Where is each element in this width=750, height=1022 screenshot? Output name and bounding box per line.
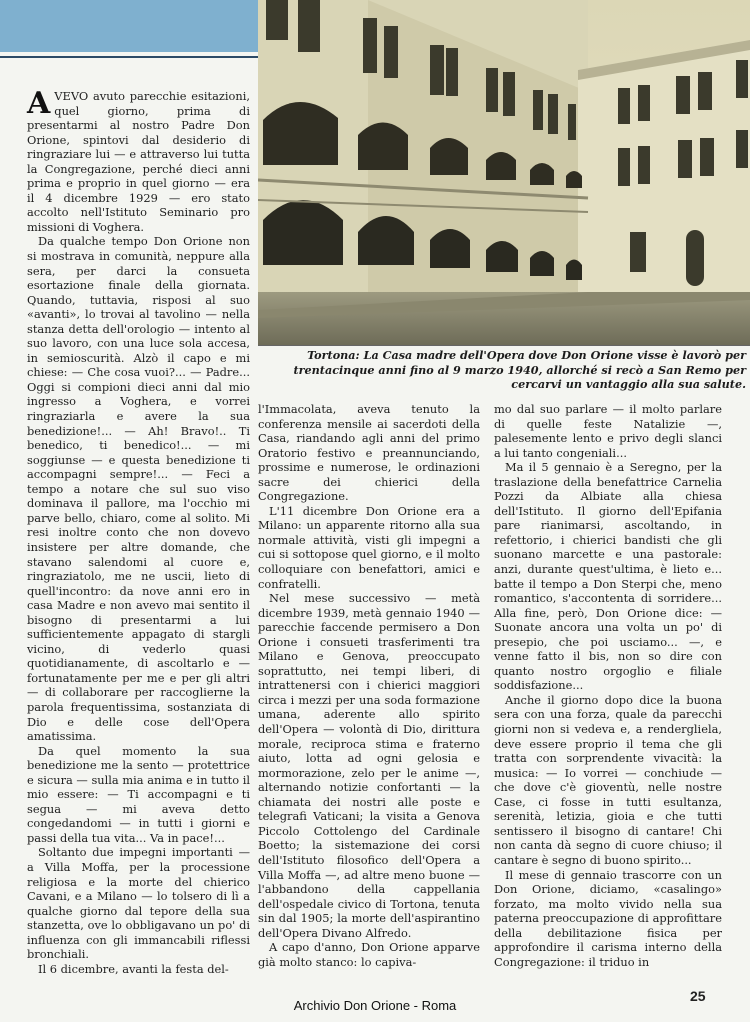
article-column-3 (494, 402, 722, 969)
article-paragraph: Da qualche tempo Don Orione non si mostrava in comunità, neppure alla sera, per darci la consueta esortazione finale della giornata. Quando, tuttavia, risposi al suo «avanti», lo trovai al tavolino — nella stanza detta dell'orologio — intento al suo lavoro, con una luce sola accesa, in semioscurità. Alzò il capo e mi chiese: — Che cosa vuoi?... — Padre... Oggi si compioni dieci anni dal mio ingresso a Voghera, e vorrei ringraziarla e avere la sua benedizione!... — Ah! Bravo!.. Ti benedico, ti benedico!... — mi soggiunse — e questa benedizione ti accompagni sempre!... — Feci a tempo a notare che sul suo viso dominava il pallore, ma l'occhio mi parve bello, chiaro, come al solito. Mi resi inoltre conto che non dovevo insistere per altre domande, che stavano salendomi al cuore e, ringraziatolo, me ne uscii, lieto di quell'incontro: da nove anni ero in casa Madre e non avevo mai sentito il bisogno di presentarmi a lui sufficientemente appagato di stargli vicino, di vederlo quasi quotidianamente, di ascoltarlo e — fortunatamente per me e per gli altri — di collaborare per raccoglierne la parola frequentissima, sostanziata di Dio e delle cose dell'Opera amatissima. (27, 234, 250, 744)
article-column-1 (27, 86, 250, 976)
building-photo (258, 0, 750, 346)
article-paragraph: l'Immacolata, aveva tenuto la conferenza mensile ai sacerdoti della Casa, riandando agli anni del primo Oratorio festivo e preannunciando, prossime e numerose, le ordinazioni sacre dei chierici della Congregazione. (258, 402, 480, 504)
header-rule (0, 56, 258, 58)
article-paragraph: Ma il 5 gennaio è a Seregno, per la traslazione della benefattrice Carnelia Pozzi da Albiate alla chiesa dell'Istituto. Il giorno dell'Epifania pare rianimarsi, ascoltando, in refettorio, i chierici bandisti che gli suonano marcette e una pastorale: anzi, durante quest'ultima, è lieto e... batte il tempo a Don Sterpi che, meno romantico, s'accontenta di sorridere... Alla fine, però, Don Orione dice: — Suonate ancora una volta un po' di presepio, che poi usciamo... —, e venne fatto il bis, non so dire con quanto nostro orgoglio e filiale soddisfazione... (494, 460, 722, 693)
article-paragraph: Il mese di gennaio trascorre con un Don Orione, diciamo, «casalingo» forzato, ma molto vivido nella sua paterna preoccupazione di approfittare della debilitazione fisica per approfondire il carisma interno della Congregazione: il triduo in (494, 867, 722, 969)
article-paragraph: Il 6 dicembre, avanti la festa del- (38, 961, 229, 976)
article-paragraph: AVEVO avuto parecchie esitazioni, quel giorno, prima di presentarmi al nostro Padre Don Orione, spintovi dal desiderio di ringraziare lui — e attraverso lui tutta la Congregazione, perché dieci anni prima e proprio in quel giorno — era il 4 dicembre 1929 — ero stato accolto nell'Istituto Seminario pro missioni di Voghera. (27, 86, 250, 234)
article-paragraph: Nel mese successivo — metà dicembre 1939, metà gennaio 1940 — parecchie faccende permisero a Don Orione i consueti trasferimenti tra Milano e Genova, preoccupato soprattutto, nei tempi liberi, di intrattenersi con i chierici maggiori circa i mezzi per una soda formazione umana, aderente allo spirito dell'Opera — volontà di Dio, dirittura morale, reciproca stima e fraterno aiuto, lotta ad ogni gelosia e mormorazione, zelo per le anime —, alternando notizie confortanti — la chiamata dei nostri alle poste e telegrafi Vaticani; la visita a Genova Piccolo Cottolengo del Cardinale Boetto; la sistemazione dei corsi dell'Istituto filosofico dell'Opera a Villa Moffa —, ad altre meno buone — l'abbandono della cappellania dell'ospedale civico di Tortona, tenuta sin dal 1905; la morte dell'aspirantino dell'Opera Divano Alfredo. (258, 591, 480, 940)
article-paragraph: mo dal suo parlare — il molto parlare di quelle feste Natalizie —, palesemente lento e privo degli slanci a lui tanto congeniali... (494, 402, 722, 460)
article-paragraph: Soltanto due impegni importanti — a Villa Moffa, per la processione religiosa e la morte del chierico Cavani, e a Milano — lo tolsero di lì a qualche giorno dal tepore della sua stanzetta, ove lo obbligavano un po' di influenza con gli immancabili riflessi bronchiali. (27, 845, 250, 962)
article-column-2 (258, 402, 480, 969)
photo-caption: Tortona: La Casa madre dell'Opera dove Don Orione visse è lavorò per trentacinque anni fino al 9 marzo 1940, allorché si recò a San Remo per cercarvi un vantaggio alla sua salute. (293, 348, 746, 391)
article-paragraph: Da quel momento la sua benedizione me la sento — protettrice e sicura — sulla mia anima e in tutto il mio essere: — Ti accompagni e ti segua — mi aveva detto congedandomi — in tutti i giorni e passi della tua vita... Va in pace!... (27, 743, 250, 845)
article-paragraph: Anche il giorno dopo dice la buona sera con una forza, quale da parecchi giorni non si vedeva e, a rendergliela, deve essere proprio il tema che gli tratta con sorprendente vivacità: la musica: — Io vorrei — conchiude — che dove c'è gioventù, nelle nostre Case, ci fosse in tutti esultanza, serenità, letizia, gioia e che tutti sentissero il bisogno di cantare! Chi non canta dà segno di cuore chiuso; il cantare è segno di buono spirito... (494, 692, 722, 867)
header-color-band (0, 0, 258, 52)
archive-footer: Archivio Don Orione - Roma (293, 998, 457, 1013)
article-paragraph: A capo d'anno, Don Orione apparve già molto stanco: lo capiva- (258, 940, 480, 969)
drop-cap: A (27, 86, 51, 121)
article-paragraph: L'11 dicembre Don Orione era a Milano: un apparente ritorno alla sua normale attività, visti gli impegni a cui si sottopose quel giorno, e il molto colloquiare con benefattori, amici e confratelli. (258, 503, 480, 591)
page-number: 25 (690, 988, 706, 1004)
